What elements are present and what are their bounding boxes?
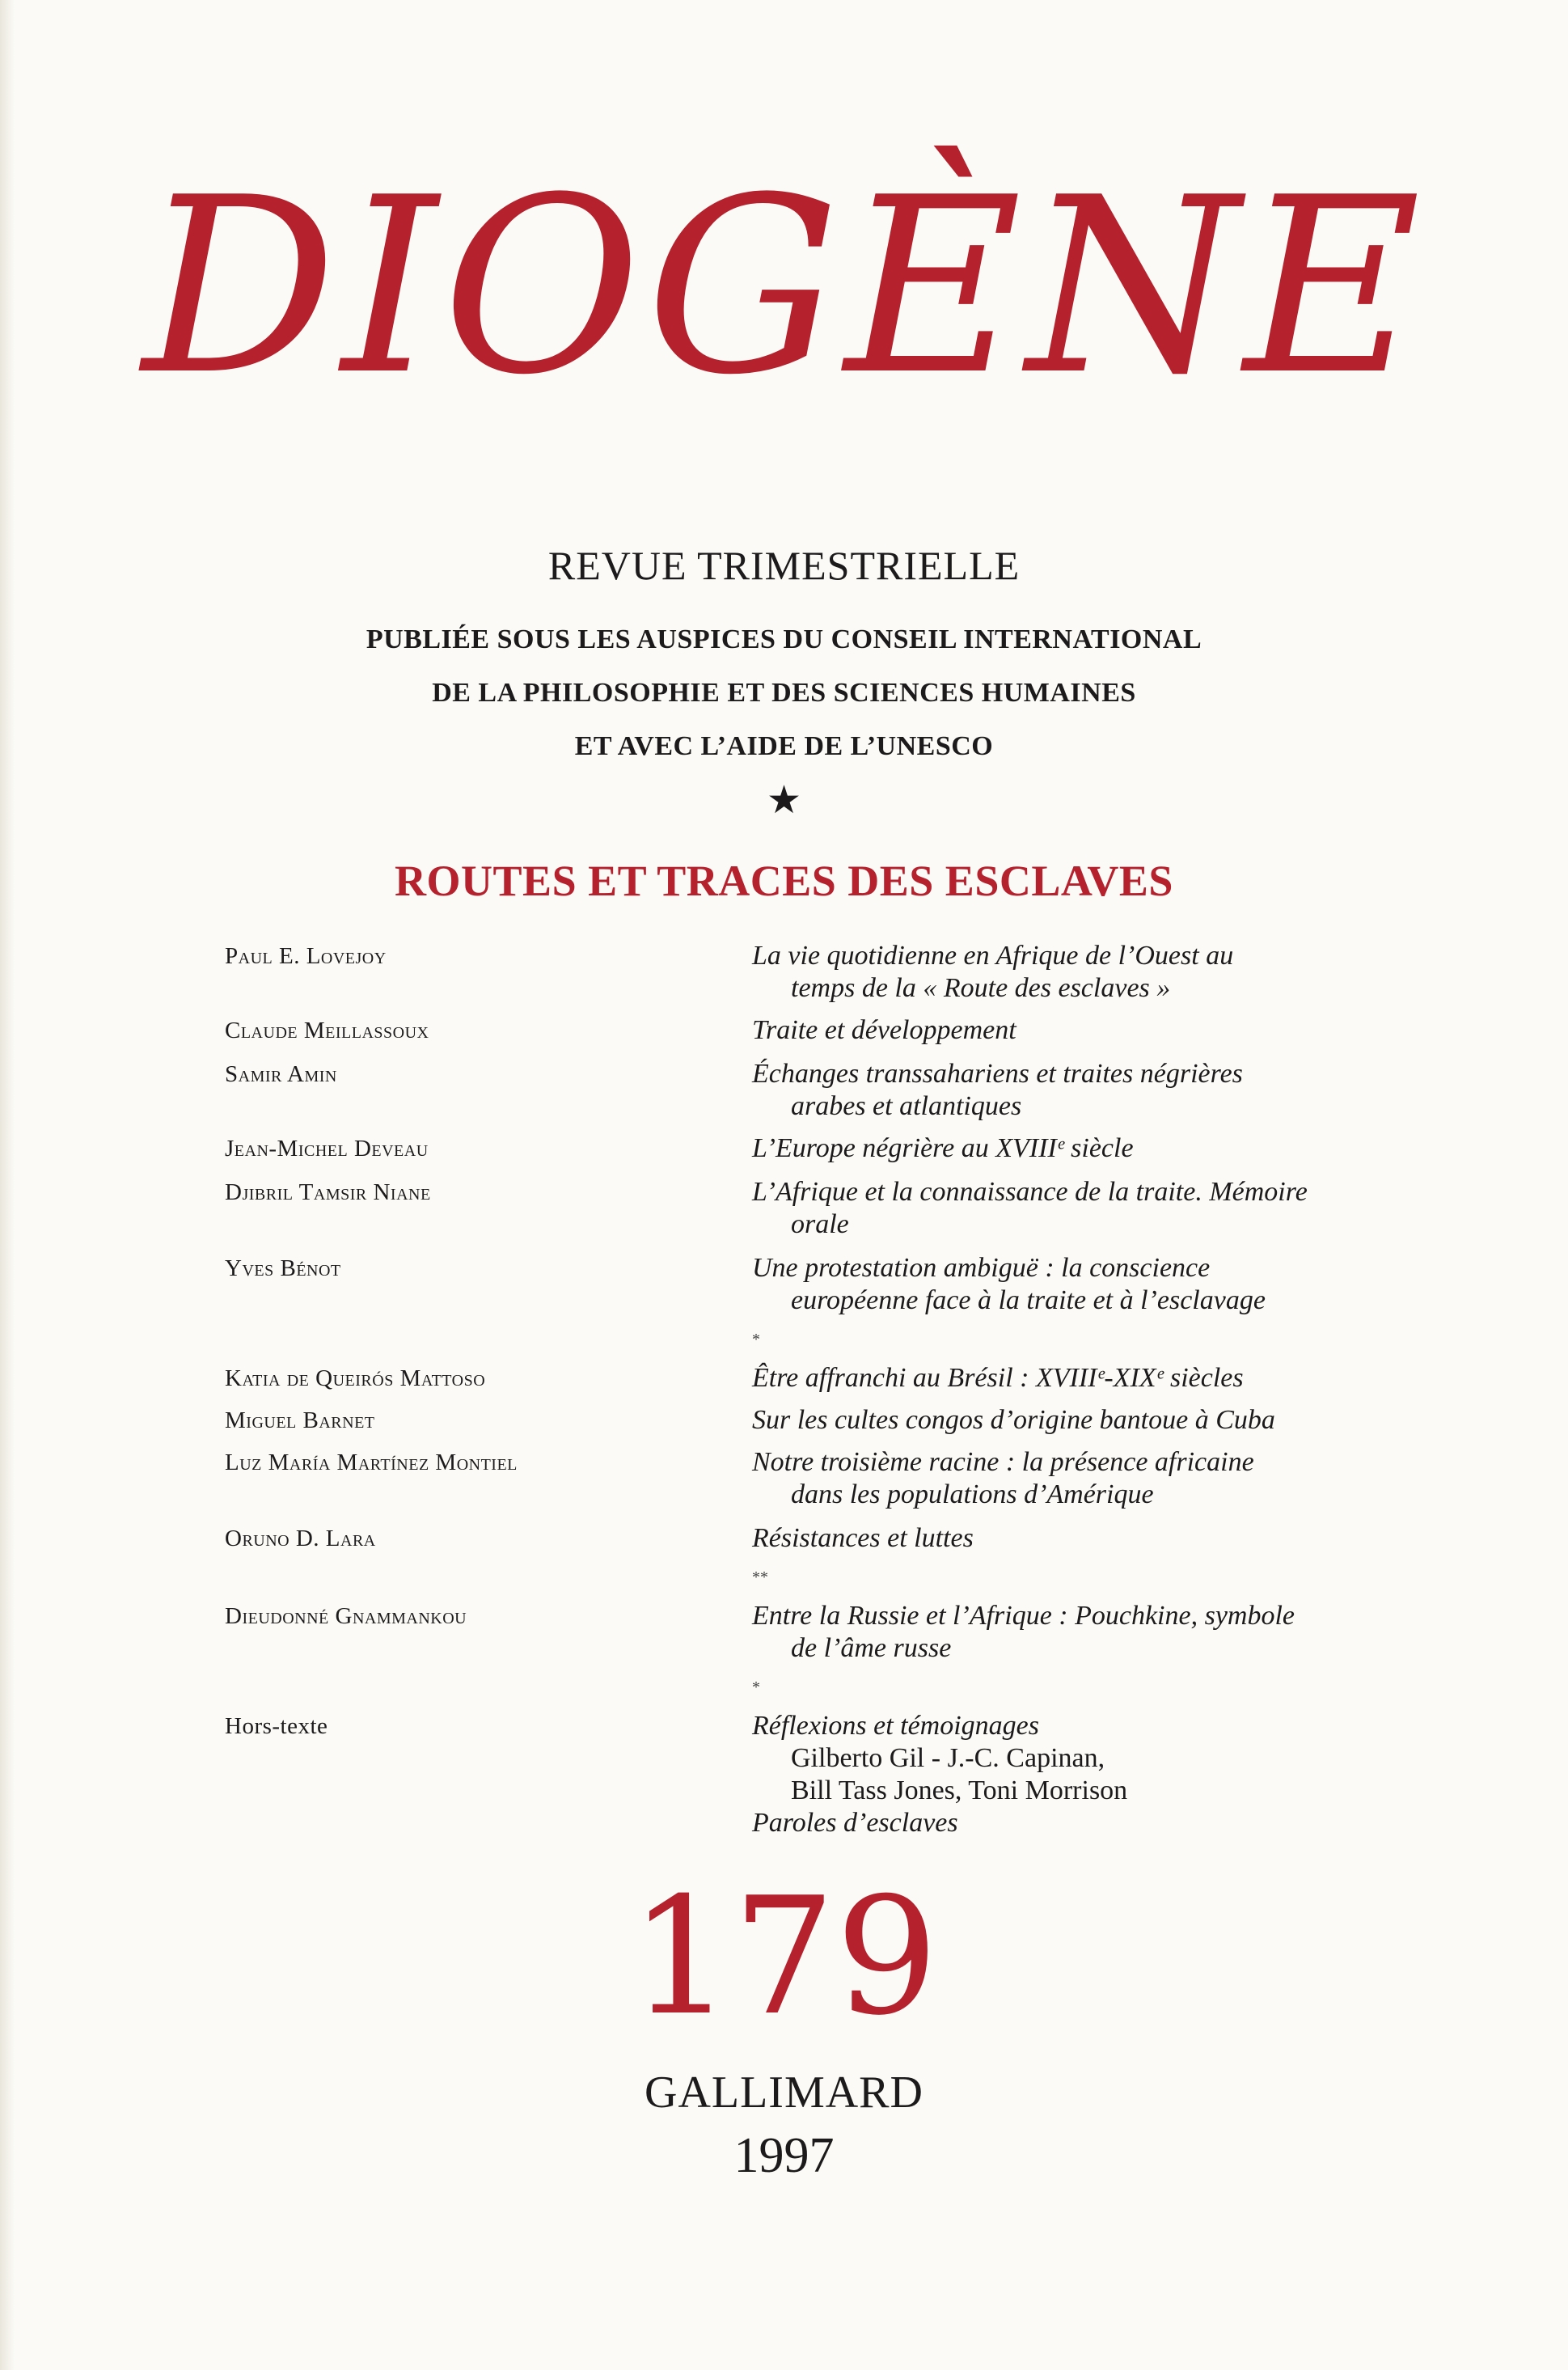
auspices-block — [0, 613, 1568, 773]
article-title-line: Échanges transsahariens et traites négrières — [752, 1059, 1243, 1089]
article-title — [752, 940, 1349, 1005]
article-author: Claude Meillassoux — [225, 1018, 429, 1043]
toc-entry — [225, 1710, 1349, 1839]
section-separator — [225, 1679, 1349, 1695]
article-title — [752, 1014, 1349, 1047]
article-author: Katia de Queirós Mattoso — [225, 1365, 486, 1391]
article-title — [752, 1132, 1349, 1165]
toc-entry — [225, 1014, 1349, 1047]
toc-entry — [225, 1176, 1349, 1241]
article-title-line: de l’âme russe — [791, 1633, 952, 1663]
article-author: Jean-Michel Deveau — [225, 1136, 429, 1162]
article-title — [752, 1600, 1349, 1665]
article-title — [752, 1362, 1349, 1394]
star-ornament-icon: ★ — [766, 779, 802, 822]
publication-year: 1997 — [733, 2128, 835, 2183]
table-of-contents — [225, 930, 1349, 1839]
article-author: Miguel Barnet — [225, 1407, 375, 1433]
article-title-line: Réflexions et témoignages — [752, 1711, 1040, 1741]
article-title-line: L’Europe négrière au XVIIIᵉ siècle — [752, 1133, 1134, 1163]
article-title-line: Entre la Russie et l’Afrique : Pouchkine, symbole — [752, 1601, 1295, 1631]
issue-number: 179 — [629, 1863, 939, 2051]
article-title-line: Être affranchi au Brésil : XVIIIᵉ-XIXᵉ siècles — [752, 1363, 1244, 1393]
issue-theme-title: ROUTES ET TRACES DES ESCLAVES — [395, 857, 1173, 905]
article-title-line: temps de la « Route des esclaves » — [791, 973, 1171, 1003]
section-separator — [225, 1331, 1349, 1348]
section-separator — [225, 1569, 1349, 1585]
article-title-line: européenne face à la traite et à l’esclavage — [791, 1285, 1266, 1315]
article-author: Dieudonné Gnammankou — [225, 1603, 467, 1629]
article-title-line: Sur les cultes congos d’origine bantoue à Cuba — [752, 1405, 1275, 1435]
toc-entry — [225, 1132, 1349, 1165]
journal-subtitle: REVUE TRIMESTRIELLE — [547, 543, 1021, 588]
article-title-line: Notre troisième racine : la présence africaine — [752, 1447, 1254, 1477]
toc-entry — [225, 1600, 1349, 1665]
article-author: Hors-texte — [225, 1713, 328, 1739]
article-title — [752, 1176, 1349, 1241]
toc-entry — [225, 1058, 1349, 1123]
article-author: Djibril Tamsir Niane — [225, 1179, 431, 1205]
contributor-names: Bill Tass Jones, Toni Morrison — [791, 1775, 1128, 1805]
contributor-names: Gilberto Gil - J.-C. Capinan, — [791, 1743, 1105, 1773]
article-author: Oruno D. Lara — [225, 1526, 376, 1551]
article-title-line: arabes et atlantiques — [791, 1091, 1022, 1121]
article-title-line: Paroles d’esclaves — [752, 1808, 958, 1838]
article-title-line: La vie quotidienne en Afrique de l’Ouest au — [752, 941, 1234, 971]
article-title — [752, 1404, 1349, 1437]
toc-entry — [225, 1522, 1349, 1555]
auspices-line: DE LA PHILOSOPHIE ET DES SCIENCES HUMAINES — [432, 678, 1136, 708]
toc-entry — [225, 1252, 1349, 1317]
asterism: * — [752, 1678, 760, 1696]
publisher-name: GALLIMARD — [645, 2067, 923, 2118]
auspices-line: ET AVEC L’AIDE DE L’UNESCO — [574, 731, 994, 761]
toc-entry — [225, 1446, 1349, 1511]
article-author: Samir Amin — [225, 1061, 337, 1087]
toc-entry — [225, 1404, 1349, 1437]
article-author: Yves Bénot — [225, 1255, 341, 1281]
toc-entry — [225, 1362, 1349, 1394]
journal-title: DIOGÈNE — [142, 146, 1426, 428]
article-title — [752, 1522, 1349, 1555]
asterism: ** — [752, 1568, 768, 1586]
article-title-line: Une protestation ambiguë : la conscience — [752, 1253, 1211, 1283]
article-title — [752, 1710, 1349, 1839]
article-title-line: L’Afrique et la connaissance de la traite. Mémoire — [752, 1177, 1308, 1207]
article-title-line: dans les populations d’Amérique — [791, 1479, 1154, 1509]
auspices-line: PUBLIÉE SOUS LES AUSPICES DU CONSEIL INTERNATIONAL — [366, 624, 1202, 654]
asterism: * — [752, 1331, 760, 1348]
article-author: Paul E. Lovejoy — [225, 943, 387, 969]
article-title-line: Résistances et luttes — [752, 1523, 974, 1553]
article-author: Luz María Martínez Montiel — [225, 1450, 518, 1475]
article-title — [752, 1058, 1349, 1123]
article-title-line: orale — [791, 1209, 849, 1239]
article-title-line: Traite et développement — [752, 1015, 1016, 1045]
article-title — [752, 1252, 1349, 1317]
toc-entry — [225, 940, 1349, 1005]
article-title — [752, 1446, 1349, 1511]
